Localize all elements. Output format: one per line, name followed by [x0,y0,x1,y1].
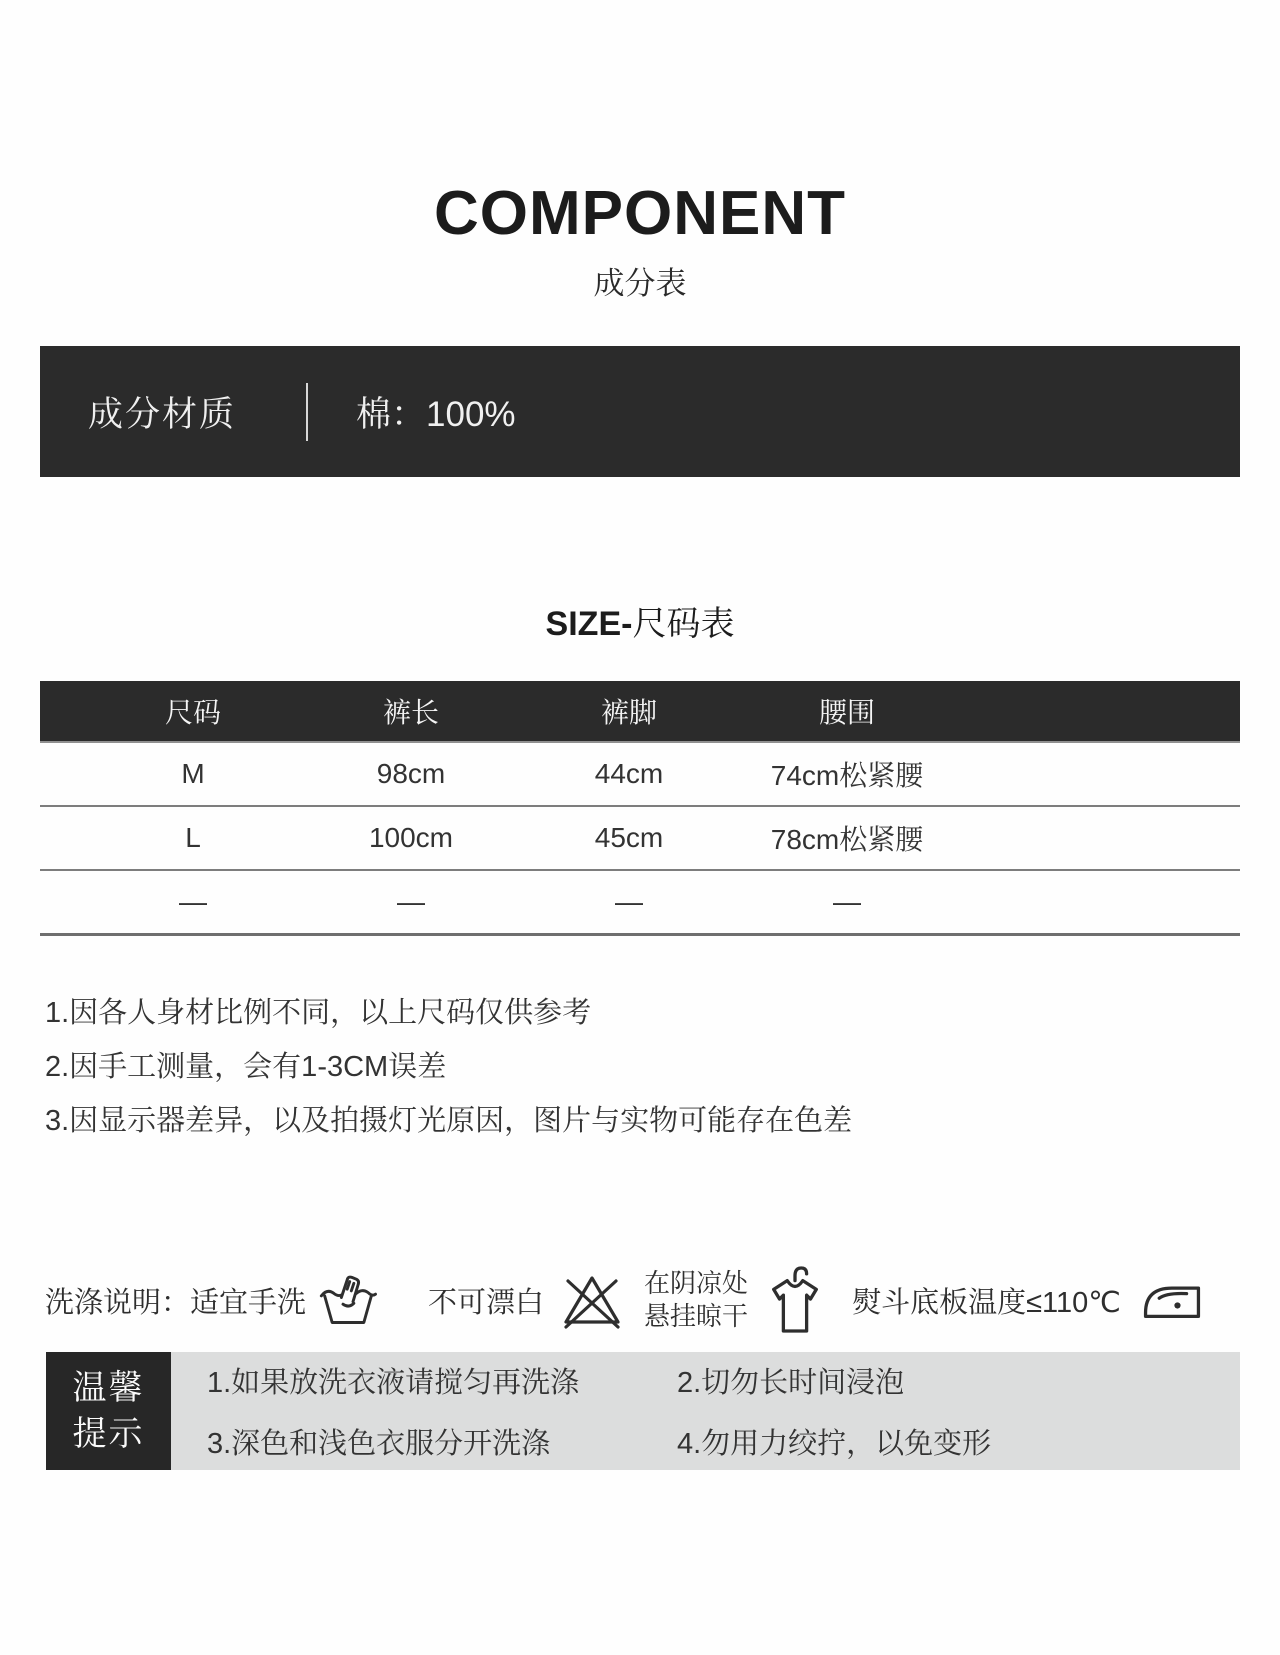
care-no-bleach-text: 不可漂白 [428,1286,545,1319]
no-bleach-icon [560,1270,624,1330]
hand-wash-icon [318,1269,378,1331]
vertical-divider [306,383,308,441]
size-notes [45,986,852,1148]
warm-tips-label-line2: 提示 [72,1415,145,1453]
tip-item: 1.如果放洗衣液请搅匀再洗涤 [207,1367,580,1399]
cell-waist: — [738,870,956,934]
column-header-pant-length: 裤长 [302,681,520,742]
table-row [40,870,1240,934]
care-hang-dry-line1: 在阴凉处 [644,1268,749,1298]
tip-item: 4.勿用力绞拧，以免变形 [677,1428,992,1460]
filler-cell [956,870,1240,934]
note-line: 2.因手工测量，会有1-3CM误差 [45,1051,447,1083]
warm-tips-label-line1: 温馨 [72,1369,145,1407]
care-hang-dry-line2: 悬挂晾干 [644,1301,749,1331]
page-subtitle: 成分表 [593,266,687,301]
size-title-zh: 尺码表 [632,605,735,643]
column-header-leg-opening: 裤脚 [520,681,738,742]
filler-cell [956,681,1240,742]
size-title-en: SIZE- [545,605,633,643]
size-table-header-row [40,681,1240,742]
cell-size: L [84,806,302,870]
care-iron-text: 熨斗底板温度≤110℃ [852,1286,1121,1319]
cell-leg-opening: — [520,870,738,934]
cell-pant-length: — [302,870,520,934]
warm-tips-label [46,1352,171,1470]
filler-cell [956,742,1240,806]
composition-label: 成分材质 [88,394,237,434]
cell-size: — [84,870,302,934]
cell-leg-opening: 44cm [520,742,738,806]
composition-value: 棉：100% [356,394,516,434]
spacer-cell [40,742,84,806]
care-hang-dry-text [644,1267,748,1333]
iron-icon [1141,1275,1203,1325]
cell-leg-opening: 45cm [520,806,738,870]
cell-pant-length: 98cm [302,742,520,806]
spacer-cell [40,870,84,934]
column-header-size: 尺码 [84,681,302,742]
composition-bar [40,346,1240,477]
cell-waist: 78cm松紧腰 [738,806,956,870]
tip-item: 2.切勿长时间浸泡 [677,1367,905,1399]
care-label: 洗涤说明： [45,1286,191,1319]
note-line: 1.因各人身材比例不同，以上尺码仅供参考 [45,997,592,1029]
care-hand-wash-text: 适宜手洗 [190,1286,307,1319]
warm-tips-list [171,1352,1240,1470]
cell-pant-length: 100cm [302,806,520,870]
size-table [40,681,1240,936]
column-header-waist: 腰围 [738,681,956,742]
hang-dry-icon [764,1263,826,1337]
note-line: 3.因显示器差异，以及拍摄灯光原因，图片与实物可能存在色差 [45,1105,853,1137]
warm-tips-band [46,1352,1240,1470]
tip-item: 3.深色和浅色衣服分开洗涤 [207,1428,551,1460]
size-section-title [0,596,1280,645]
table-row [40,806,1240,870]
cell-size: M [84,742,302,806]
spacer-cell [40,806,84,870]
table-row [40,742,1240,806]
filler-cell [956,806,1240,870]
page-title: COMPONENT [434,179,846,248]
spacer-cell [40,681,84,742]
care-instructions-row [45,1256,1240,1344]
cell-waist: 74cm松紧腰 [738,742,956,806]
